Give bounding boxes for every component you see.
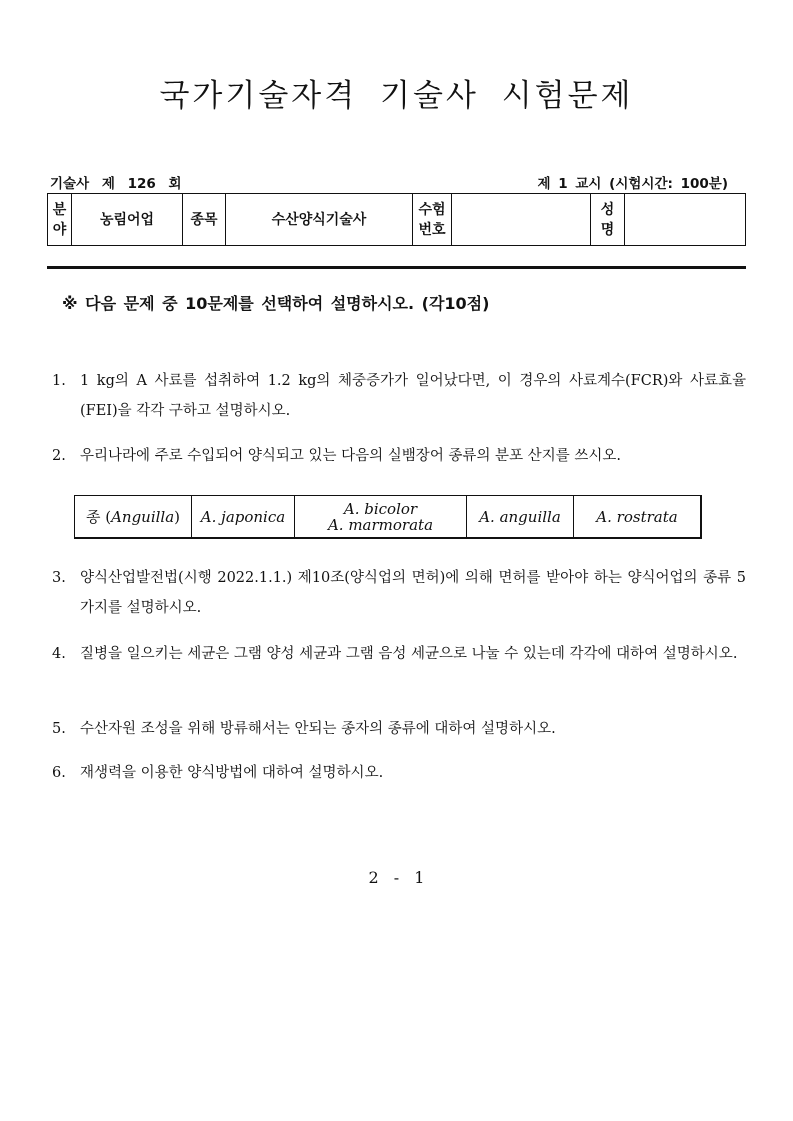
exam-info-row: [48, 172, 746, 192]
exam-header-table: [47, 193, 746, 246]
exam-round: 기술사 제 126 회: [50, 176, 182, 192]
name-label: 성 명: [591, 194, 625, 246]
species-rostrata: A. rostrata: [574, 496, 702, 539]
question-1: [52, 366, 746, 426]
question-number: 1.: [52, 373, 66, 389]
question-text: 1 kg의 A 사료를 섭취하여 1.2 kg의 체중증가가 일어났다면, 이 경우의 사료계수(FCR)와 사료효율(FEI)을 각각 구하고 설명하시오.: [80, 373, 746, 419]
question-3: [52, 563, 746, 623]
question-text: 수산자원 조성을 위해 방류해서는 안되는 종자의 종류에 대하여 설명하시오.: [80, 721, 556, 737]
question-number: 6.: [52, 765, 66, 781]
species-genus-label: 종 (Anguilla): [75, 496, 192, 539]
species-japonica: A. japonica: [192, 496, 295, 539]
divider: [47, 266, 746, 269]
question-number: 4.: [52, 646, 66, 662]
question-number: 5.: [52, 721, 66, 737]
question-text: 질병을 일으키는 세균은 그램 양성 세균과 그램 음성 세균으로 나눌 수 있는데 각각에 대하여 설명하시오.: [80, 646, 738, 662]
exam-number-label: 수험 번호: [413, 194, 452, 246]
item-value: 수산양식기술사: [226, 194, 413, 246]
question-text: 양식산업발전법(시행 2022.1.1.) 제10조(양식업의 면허)에 의해 면허를 받아야 하는 양식어업의 종류 5가지를 설명하시오.: [80, 570, 746, 616]
question-5: [52, 714, 746, 744]
question-2: [52, 441, 746, 471]
question-4: [52, 639, 746, 669]
species-bicolor-marmorata: A. bicolor A. marmorata: [295, 496, 467, 539]
instruction: ※ 다음 문제 중 10문제를 선택하여 설명하시오. (각10점): [62, 294, 490, 313]
exam-title: 국가기술자격 기술사 시험문제: [159, 78, 634, 114]
field-value: 농림어업: [72, 194, 183, 246]
species-table: [74, 495, 702, 539]
field-label: 분 야: [48, 194, 72, 246]
question-6: [52, 758, 746, 788]
item-label: 종목: [183, 194, 226, 246]
exam-session: 제 1 교시 (시험시간: 100분): [537, 176, 728, 192]
question-text: 재생력을 이용한 양식방법에 대하여 설명하시오.: [80, 765, 384, 781]
question-text: 우리나라에 주로 수입되어 양식되고 있는 다음의 실뱀장어 종류의 분포 산지를 쓰시오.: [80, 448, 621, 464]
question-number: 2.: [52, 448, 66, 464]
exam-number-field[interactable]: [452, 194, 591, 246]
name-field[interactable]: [625, 194, 746, 246]
page-number: 2 - 1: [368, 868, 425, 887]
question-number: 3.: [52, 570, 66, 586]
species-anguilla: A. anguilla: [467, 496, 574, 539]
